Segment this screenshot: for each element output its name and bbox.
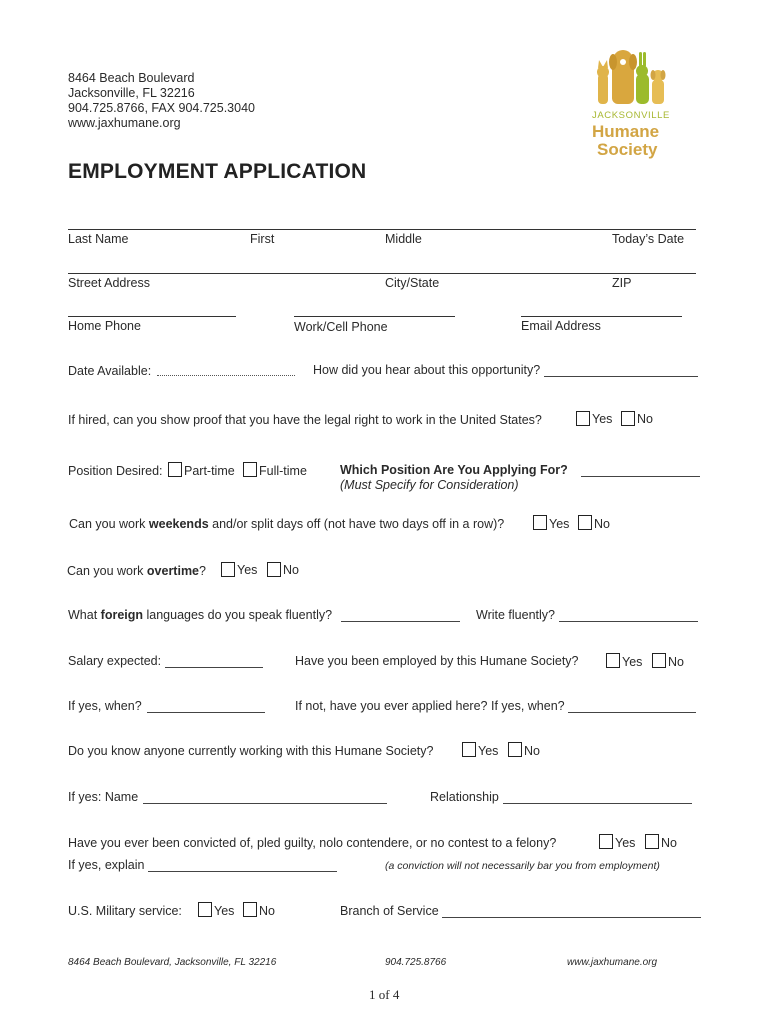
org-website: www.jaxhumane.org bbox=[68, 116, 181, 130]
know-anyone-yes-label: Yes bbox=[478, 744, 499, 758]
city-state-label: City/State bbox=[385, 276, 440, 290]
legal-right-yes-label: Yes bbox=[592, 412, 613, 426]
address-line[interactable] bbox=[68, 273, 696, 274]
relationship-field[interactable] bbox=[503, 803, 692, 804]
part-time-checkbox[interactable] bbox=[168, 462, 182, 477]
legal-right-no-label: No bbox=[637, 412, 653, 426]
legal-right-no-checkbox[interactable] bbox=[621, 411, 635, 426]
explain-label: If yes, explain bbox=[68, 858, 145, 872]
work-cell-phone-field[interactable] bbox=[294, 316, 455, 317]
felony-yes-checkbox[interactable] bbox=[599, 834, 613, 849]
zip-label: ZIP bbox=[612, 276, 632, 290]
salary-expected-field[interactable] bbox=[165, 667, 263, 668]
contact-name-field[interactable] bbox=[143, 803, 387, 804]
weekends-no-checkbox[interactable] bbox=[578, 515, 592, 530]
org-phone-fax: 904.725.8766, FAX 904.725.3040 bbox=[68, 101, 255, 115]
felony-explain-field[interactable] bbox=[148, 871, 337, 872]
felony-yes-label: Yes bbox=[615, 836, 636, 850]
which-position-field[interactable] bbox=[581, 476, 700, 477]
overtime-yes-label: Yes bbox=[237, 563, 258, 577]
military-yes-label: Yes bbox=[214, 904, 235, 918]
todays-date-label: Today’s Date bbox=[612, 232, 685, 246]
employed-yes-checkbox[interactable] bbox=[606, 653, 620, 668]
overtime-no-checkbox[interactable] bbox=[267, 562, 281, 577]
salary-expected-label: Salary expected: bbox=[68, 654, 162, 668]
animal-silhouettes-icon bbox=[590, 48, 680, 108]
applied-when-field[interactable] bbox=[568, 712, 696, 713]
which-position-label: Which Position Are You Applying For? bbox=[340, 463, 568, 477]
footer-address: 8464 Beach Boulevard, Jacksonville, FL 32216 bbox=[68, 957, 277, 968]
email-label: Email Address bbox=[521, 319, 601, 333]
footer-website: www.jaxhumane.org bbox=[567, 957, 658, 968]
write-fluently-label: Write fluently? bbox=[476, 608, 555, 622]
last-name-label: Last Name bbox=[68, 232, 129, 246]
if-yes-when-field[interactable] bbox=[147, 712, 265, 713]
know-anyone-yes-checkbox[interactable] bbox=[462, 742, 476, 757]
branch-of-service-field[interactable] bbox=[442, 917, 701, 918]
legal-right-yes-checkbox[interactable] bbox=[576, 411, 590, 426]
home-phone-label: Home Phone bbox=[68, 319, 141, 333]
home-phone-field[interactable] bbox=[68, 316, 236, 317]
if-yes-when-label: If yes, when? bbox=[68, 699, 142, 713]
languages-spoken-field[interactable] bbox=[341, 621, 460, 622]
military-yes-checkbox[interactable] bbox=[198, 902, 212, 917]
branch-of-service-label: Branch of Service bbox=[340, 904, 439, 918]
org-address-line2: Jacksonville, FL 32216 bbox=[68, 86, 195, 100]
employed-no-label: No bbox=[668, 655, 684, 669]
logo-society: Society bbox=[597, 140, 658, 159]
date-available-label: Date Available: bbox=[68, 364, 152, 378]
know-anyone-question: Do you know anyone currently working with this Humane Society? bbox=[68, 744, 434, 758]
know-anyone-no-label: No bbox=[524, 744, 540, 758]
applied-before-question: If not, have you ever applied here? If yes, when? bbox=[295, 699, 565, 713]
weekends-yes-label: Yes bbox=[549, 517, 570, 531]
foreign-languages-question: What foreign languages do you speak fluently? bbox=[68, 608, 333, 622]
military-no-label: No bbox=[259, 904, 275, 918]
street-address-label: Street Address bbox=[68, 276, 150, 290]
full-time-label: Full-time bbox=[259, 464, 307, 478]
felony-no-checkbox[interactable] bbox=[645, 834, 659, 849]
if-yes-name-label: If yes: Name bbox=[68, 790, 139, 804]
how-hear-label: How did you hear about this opportunity? bbox=[313, 363, 541, 377]
felony-no-label: No bbox=[661, 836, 677, 850]
how-hear-field[interactable] bbox=[544, 376, 698, 377]
position-desired-label: Position Desired: bbox=[68, 464, 163, 478]
relationship-label: Relationship bbox=[430, 790, 499, 804]
logo-humane: Humane bbox=[592, 122, 660, 141]
work-cell-phone-label: Work/Cell Phone bbox=[294, 320, 388, 334]
legal-right-question: If hired, can you show proof that you have the legal right to work in the United States? bbox=[68, 413, 542, 427]
overtime-no-label: No bbox=[283, 563, 299, 577]
date-available-field[interactable] bbox=[157, 375, 295, 376]
conviction-note: (a conviction will not necessarily bar you from employment) bbox=[385, 860, 660, 872]
military-no-checkbox[interactable] bbox=[243, 902, 257, 917]
weekends-yes-checkbox[interactable] bbox=[533, 515, 547, 530]
footer-phone: 904.725.8766 bbox=[385, 957, 447, 968]
know-anyone-no-checkbox[interactable] bbox=[508, 742, 522, 757]
email-field[interactable] bbox=[521, 316, 682, 317]
humane-society-logo bbox=[590, 48, 680, 160]
must-specify-note: (Must Specify for Consideration) bbox=[340, 478, 519, 492]
first-name-label: First bbox=[250, 232, 275, 246]
weekends-question: Can you work weekends and/or split days off (not have two days off in a row)? bbox=[69, 517, 505, 531]
page-title: EMPLOYMENT APPLICATION bbox=[68, 160, 367, 183]
languages-written-field[interactable] bbox=[559, 621, 698, 622]
employed-no-checkbox[interactable] bbox=[652, 653, 666, 668]
employed-before-question: Have you been employed by this Humane Society? bbox=[295, 654, 579, 668]
name-date-line[interactable] bbox=[68, 229, 696, 230]
page-number: 1 of 4 bbox=[369, 987, 400, 1002]
weekends-no-label: No bbox=[594, 517, 610, 531]
employed-yes-label: Yes bbox=[622, 655, 643, 669]
full-time-checkbox[interactable] bbox=[243, 462, 257, 477]
part-time-label: Part-time bbox=[184, 464, 235, 478]
military-service-label: U.S. Military service: bbox=[68, 904, 182, 918]
logo-jacksonville: JACKSONVILLE bbox=[592, 110, 670, 121]
middle-name-label: Middle bbox=[385, 232, 422, 246]
overtime-question: Can you work overtime? bbox=[67, 564, 206, 578]
overtime-yes-checkbox[interactable] bbox=[221, 562, 235, 577]
felony-question: Have you ever been convicted of, pled guilty, nolo contendere, or no contest to a felony? bbox=[68, 836, 557, 850]
org-address-line1: 8464 Beach Boulevard bbox=[68, 71, 195, 85]
